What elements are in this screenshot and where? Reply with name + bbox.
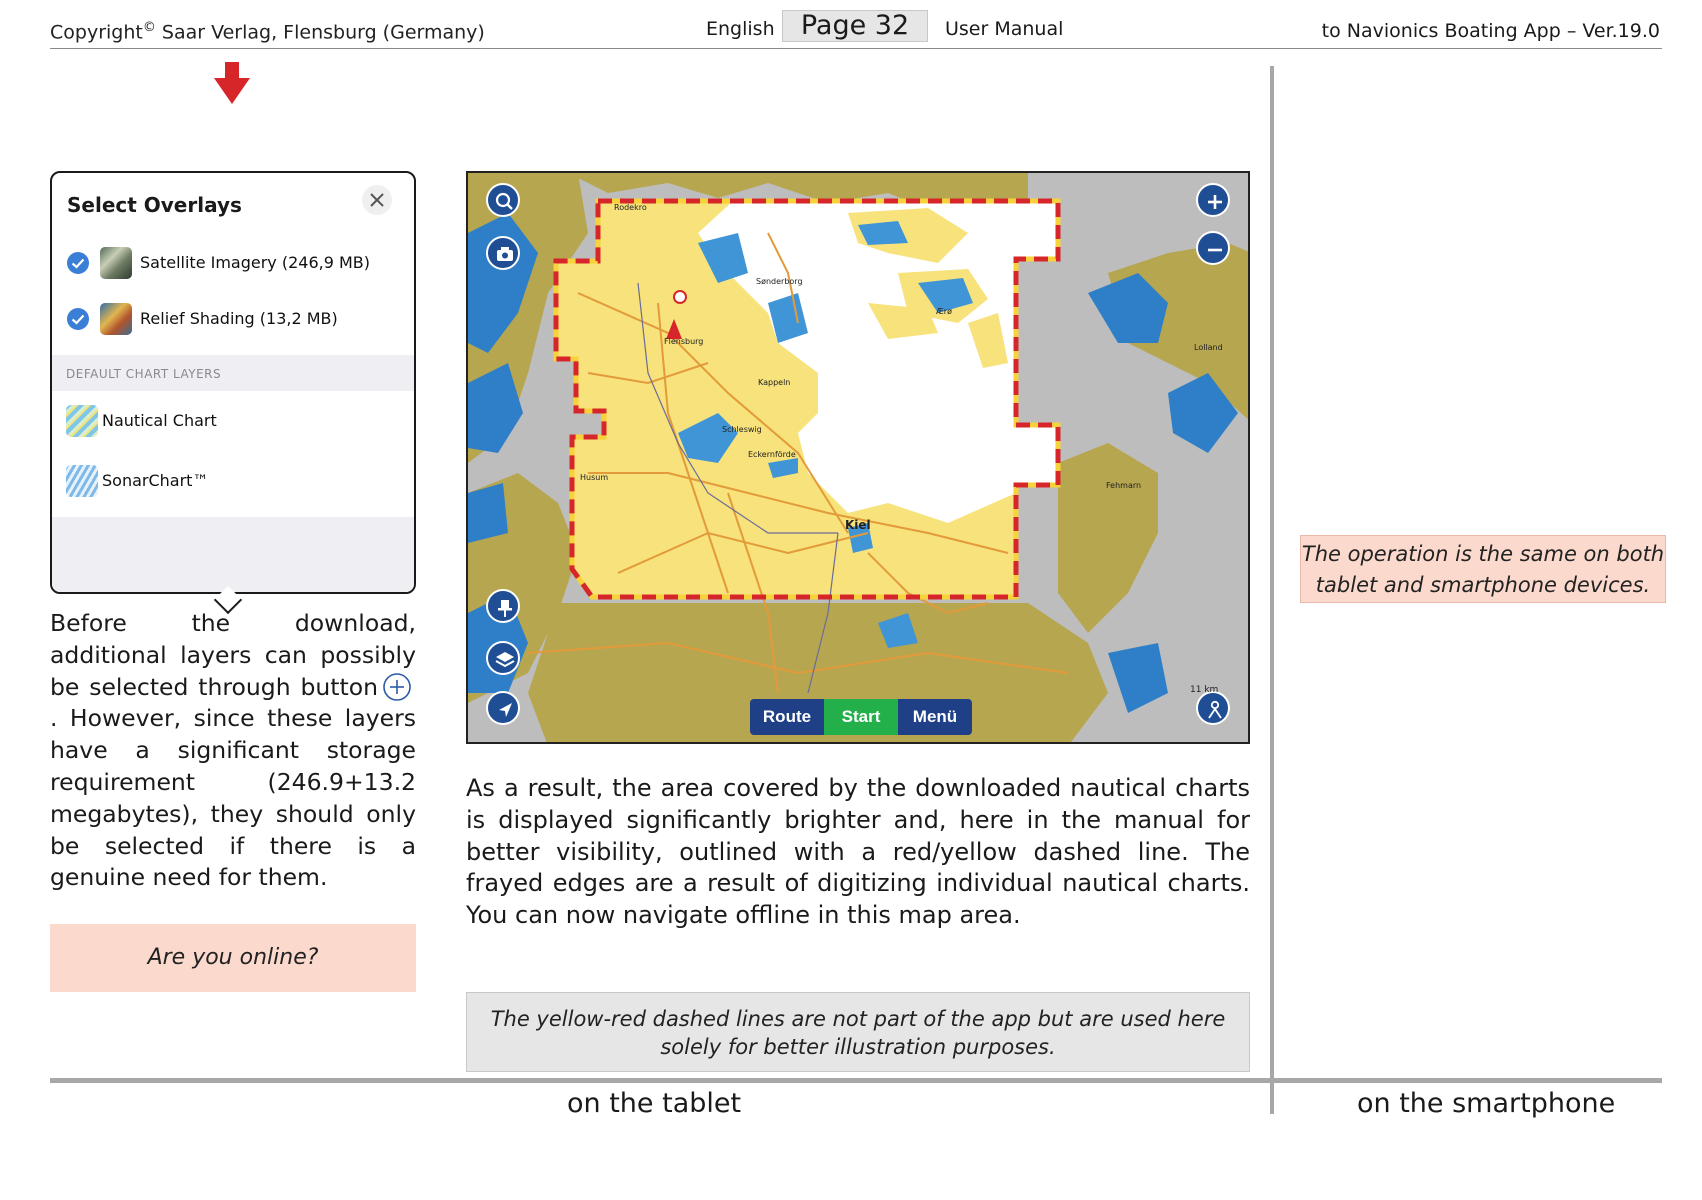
layer-label: Nautical Chart: [102, 411, 217, 430]
map-label-fehmarn: Fehmarn: [1106, 481, 1142, 490]
zoom-in-icon: [1198, 185, 1232, 219]
map-label-sonderborg: Sønderborg: [756, 277, 803, 286]
doc-type-label: User Manual: [945, 18, 1064, 40]
layer-row-sonarchart[interactable]: [52, 451, 414, 511]
person-icon: [1198, 693, 1232, 727]
location-button[interactable]: [486, 691, 520, 725]
note-dashed-lines: The yellow-red dashed lines are not part of the app but are used here solely for better illustration purposes.: [466, 992, 1250, 1072]
map-scale-label: 11 km: [1190, 685, 1219, 695]
section-header-label: DEFAULT CHART LAYERS: [66, 367, 222, 381]
header-rule: [50, 48, 1662, 49]
map-scale: [1190, 685, 1218, 695]
left-paragraph-part2: . However, since these layers have a significant storage requirement (246.9+13.2 megabytes), they should only be selected if there is a genuine need for them.: [50, 704, 416, 892]
zoom-out-icon: [1198, 233, 1232, 267]
map-label-aero: Ærø: [936, 307, 952, 316]
select-overlays-panel: [50, 171, 416, 594]
search-button[interactable]: [486, 183, 520, 217]
map-label-kiel: Kiel: [845, 518, 871, 532]
map-label-lolland: Lolland: [1194, 343, 1223, 352]
left-paragraph: [50, 608, 416, 894]
pin-icon: [488, 591, 522, 625]
map-label-kappeln: Kappeln: [758, 378, 791, 387]
layers-icon: [488, 643, 522, 677]
note-online: Are you online?: [50, 924, 416, 992]
checkmark-icon[interactable]: [66, 251, 90, 275]
layer-row-nautical[interactable]: [52, 391, 414, 451]
relief-thumb-icon: [100, 303, 132, 335]
map-label-husum: Husum: [580, 473, 609, 482]
layer-label: SonarChart™: [102, 471, 209, 490]
satellite-thumb-icon: [100, 247, 132, 279]
panel-title: Select Overlays: [67, 193, 242, 217]
location-arrow-icon: [488, 693, 522, 727]
checkmark-icon[interactable]: [66, 307, 90, 331]
page-number-box: Page 32: [782, 10, 928, 42]
left-paragraph-part1: Before the download, additional layers can possibly be selected through button: [50, 609, 416, 701]
note-same-operation: The operation is the same on both tablet and smartphone devices.: [1300, 535, 1666, 603]
map-label-rodekro: Rodekro: [614, 203, 647, 212]
plus-circle-icon: [382, 672, 412, 702]
overlay-label: Relief Shading (13,2 MB): [140, 309, 338, 328]
overlay-row-relief[interactable]: [52, 289, 414, 349]
down-arrow-icon: [214, 62, 250, 108]
close-button[interactable]: [362, 185, 392, 215]
panel-footer: [52, 517, 414, 592]
camera-button[interactable]: [486, 236, 520, 270]
copyright-symbol: ©: [142, 20, 156, 35]
overlay-row-satellite[interactable]: [52, 233, 414, 293]
overlay-label: Satellite Imagery (246,9 MB): [140, 253, 371, 272]
close-icon: [362, 185, 392, 215]
map-label-schleswig: Schleswig: [722, 425, 762, 434]
page-header: [0, 0, 1702, 60]
caption-smartphone: on the smartphone: [1357, 1088, 1616, 1119]
bottom-rule: [50, 1078, 1662, 1083]
language-label: English: [706, 18, 775, 40]
zoom-in-button[interactable]: [1196, 183, 1230, 217]
map-canvas: [468, 173, 1250, 744]
nautical-chart-thumb-icon: [66, 405, 98, 437]
pin-button[interactable]: [486, 589, 520, 623]
middle-paragraph: As a result, the area covered by the downloaded nautical charts is displayed significantly brighter and, here in the manual for better visibility, outlined with a red/yellow dashed line. The frayed edges are a result of digitizing individual nautical charts. You can now navigate offline in this map area.: [466, 774, 1250, 930]
map-label-flensburg: Flensburg: [664, 337, 704, 346]
section-header: [52, 355, 414, 391]
product-label: to Navionics Boating App – Ver.19.0: [1321, 20, 1660, 42]
copyright-label: Copyright: [50, 21, 143, 44]
zoom-out-button[interactable]: [1196, 231, 1230, 265]
sonarchart-thumb-icon: [66, 465, 98, 497]
map-label-eckernforde: Eckernförde: [748, 450, 796, 459]
route-bar: [750, 699, 972, 735]
publisher: Saar Verlag, Flensburg (Germany): [155, 21, 485, 44]
search-icon: [488, 185, 522, 219]
route-button[interactable]: Route: [750, 699, 824, 735]
copyright-notice: [50, 20, 485, 43]
camera-icon: [488, 238, 522, 272]
person-button[interactable]: [1196, 691, 1230, 725]
menu-button[interactable]: Menü: [898, 699, 972, 735]
column-divider: [1270, 66, 1274, 1114]
start-button[interactable]: Start: [824, 699, 898, 735]
layers-button[interactable]: [486, 641, 520, 675]
map-screenshot[interactable]: [466, 171, 1250, 744]
caption-tablet: on the tablet: [567, 1088, 742, 1119]
